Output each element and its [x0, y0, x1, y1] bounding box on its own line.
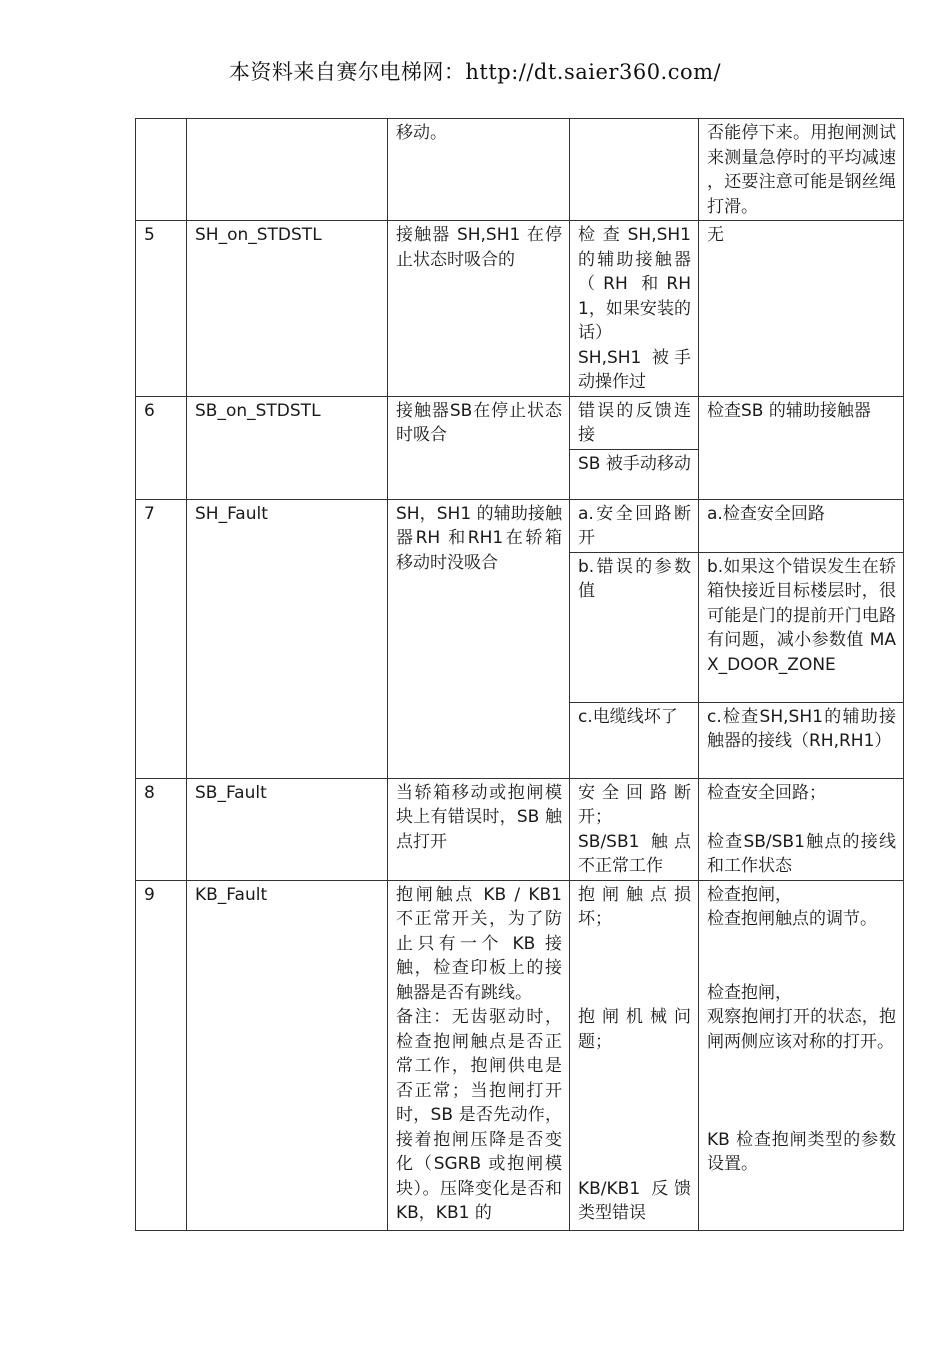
table-row: [136, 880, 904, 1230]
fault-cause-cell: a.安全回路断开: [570, 499, 699, 552]
fault-cause-cell: 错误的反馈连接: [570, 396, 699, 449]
fault-solution-cell: 无: [699, 221, 904, 397]
fault-cause-cell: 检查SH,SH1的辅助接触器（RH 和RH1，如果安装的话） SH,SH1 被手动操作过: [570, 221, 699, 397]
fault-number-cell: 6: [136, 396, 187, 499]
source-header: 本资料来自赛尔电梯网：http://dt.saier360.com/: [228, 60, 722, 84]
table-row: [136, 221, 904, 397]
fault-table: [135, 118, 904, 1231]
fault-description-cell: 接触器 SH,SH1 在停止状态时吸合的: [388, 221, 570, 397]
fault-name-cell: SH_Fault: [187, 499, 388, 778]
fault-description-cell: 接触器SB在停止状态时吸合: [388, 396, 570, 499]
fault-cause-cell: 安全回路断开； SB/SB1 触点不正常工作: [570, 778, 699, 880]
fault-solution-cell: 检查抱闸， 检查抱闸触点的调节。 检查抱闸， 观察抱闸打开的状态，抱闸两侧应该对称的打开。 KB 检查抱闸类型的参数设置。: [699, 880, 904, 1230]
fault-cause-cell: 抱闸触点损坏； 抱闸机械问题； KB/KB1 反馈类型错误: [570, 880, 699, 1230]
fault-number-cell: 8: [136, 778, 187, 880]
fault-number-cell: 7: [136, 499, 187, 778]
fault-solution-cell: 检查安全回路； 检查SB/SB1触点的接线和工作状态: [699, 778, 904, 880]
fault-solution-cell: 否能停下来。用抱闸测试来测量急停时的平均减速 ，还要注意可能是钢丝绳打滑。: [699, 119, 904, 221]
fault-number-cell: 5: [136, 221, 187, 397]
fault-name-cell: SB_on_STDSTL: [187, 396, 388, 499]
fault-cause-cell: c.电缆线坏了: [570, 702, 699, 778]
table-row: [136, 396, 904, 449]
fault-name-cell: KB_Fault: [187, 880, 388, 1230]
fault-cause-cell: SB 被手动移动: [570, 449, 699, 499]
fault-solution-cell: 检查SB 的辅助接触器: [699, 396, 904, 499]
fault-cause-cell: [570, 119, 699, 221]
table-row: [136, 778, 904, 880]
table-row: [136, 119, 904, 221]
fault-description-cell: 抱闸触点 KB / KB1 不正常开关，为了防止只有一个 KB 接触，检查印板上的接触器是否有跳线。 备注：无齿驱动时，检查抱闸触点是否正常工作，抱闸供电是否正常；当抱闸打开时，SB 是否先动作，接着抱闸压降是否变化（SGRB 或抱闸模块）。压降变化是否和 KB，KB1 的: [388, 880, 570, 1230]
fault-number-cell: [136, 119, 187, 221]
fault-solution-cell: b.如果这个错误发生在轿箱快接近目标楼层时，很可能是门的提前开门电路有问题，减小参数值 MAX_DOOR_ZONE: [699, 552, 904, 702]
fault-cause-cell: b.错误的参数值: [570, 552, 699, 702]
fault-name-cell: SH_on_STDSTL: [187, 221, 388, 397]
fault-number-cell: 9: [136, 880, 187, 1230]
table-row: [136, 499, 904, 552]
fault-solution-cell: c.检查SH,SH1的辅助接触器的接线（RH,RH1）: [699, 702, 904, 778]
fault-description-cell: 当轿箱移动或抱闸模块上有错误时，SB 触点打开: [388, 778, 570, 880]
fault-solution-cell: a.检查安全回路: [699, 499, 904, 552]
fault-description-cell: 移动。: [388, 119, 570, 221]
fault-description-cell: SH，SH1 的辅助接触器RH 和RH1在轿箱移动时没吸合: [388, 499, 570, 778]
fault-name-cell: SB_Fault: [187, 778, 388, 880]
fault-name-cell: [187, 119, 388, 221]
